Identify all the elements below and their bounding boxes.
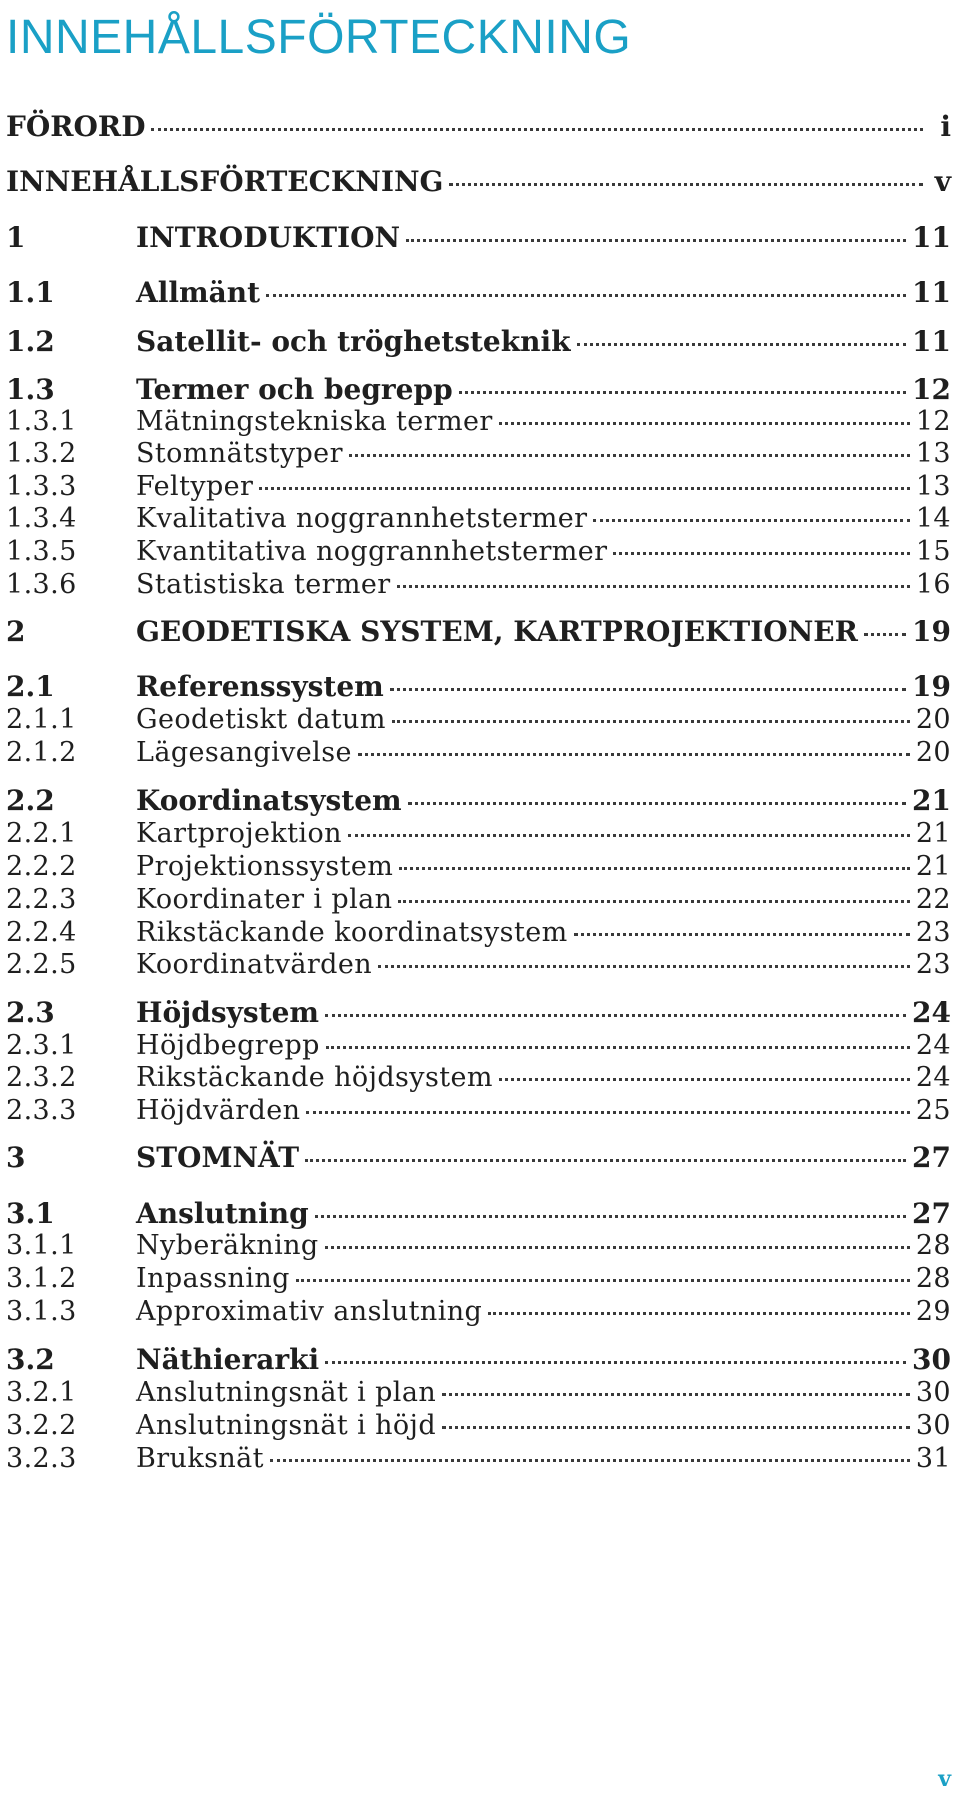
- toc-entry-number: 2.1.2: [6, 737, 77, 768]
- toc-entry-number: 2.3.3: [6, 1095, 77, 1126]
- dot-leader: [442, 1426, 910, 1429]
- toc-entry-number: 1.3: [6, 373, 55, 406]
- toc-entry-number: 3.2.2: [6, 1410, 77, 1441]
- toc-entry-title: Anslutningsnät i plan: [136, 1377, 437, 1408]
- toc-entry-page: 23: [915, 949, 951, 980]
- dot-leader: [390, 688, 906, 691]
- toc-entry[interactable]: [6, 165, 951, 198]
- toc-entry-page: 25: [915, 1095, 951, 1126]
- toc-entry-page: 13: [915, 471, 951, 502]
- toc-entry[interactable]: [6, 951, 951, 978]
- toc-entry-number: 1.2: [6, 325, 55, 358]
- page-number: v: [938, 1766, 951, 1792]
- toc-entry-number: 1.3.2: [6, 438, 77, 469]
- toc-entry-number: 2.1.1: [6, 704, 77, 735]
- dot-leader: [499, 422, 910, 425]
- toc-entry[interactable]: [6, 276, 951, 309]
- toc-entry-page: 13: [915, 438, 951, 469]
- toc-entry-page: 22: [915, 884, 951, 915]
- toc-entry-number: 2.3.2: [6, 1062, 77, 1093]
- toc-entry-title: Anslutning: [136, 1197, 309, 1230]
- toc-entry-number: 2.2.4: [6, 917, 77, 948]
- dot-leader: [574, 933, 910, 936]
- dot-leader: [449, 183, 923, 186]
- toc-entry[interactable]: [6, 1298, 951, 1325]
- toc-entry[interactable]: [6, 373, 951, 406]
- toc-entry-number: 2.2.1: [6, 818, 77, 849]
- toc-entry-page: 19: [912, 670, 951, 703]
- toc-entry-title: Inpassning: [136, 1263, 290, 1294]
- toc-entry[interactable]: [6, 1064, 951, 1091]
- toc-entry-title: Allmänt: [136, 276, 261, 309]
- toc-entry[interactable]: [6, 820, 951, 847]
- toc-entry-title: Lägesangivelse: [136, 737, 352, 768]
- toc-entry-title: Koordinatsystem: [136, 784, 402, 817]
- toc-entry[interactable]: [6, 538, 951, 565]
- toc-entry[interactable]: [6, 996, 951, 1029]
- toc-entry-number: 3.1.1: [6, 1230, 77, 1261]
- toc-entry[interactable]: [6, 408, 951, 435]
- toc-entry-number: 2.3: [6, 996, 55, 1029]
- toc-entry-title: Feltyper: [136, 471, 254, 502]
- dot-leader: [442, 1393, 910, 1396]
- toc-entry[interactable]: [6, 1379, 951, 1406]
- toc-entry[interactable]: [6, 1445, 951, 1472]
- toc-entry-title: Geodetiskt datum: [136, 704, 386, 735]
- dot-leader: [151, 128, 923, 131]
- toc-entry-title: INTRODUKTION: [136, 221, 401, 254]
- toc-entry-page: 21: [912, 784, 951, 817]
- dot-leader: [325, 1014, 906, 1017]
- toc-entry[interactable]: [6, 440, 951, 467]
- toc-entry-page: 28: [915, 1263, 951, 1294]
- toc-entry-title: Nyberäkning: [136, 1230, 319, 1261]
- toc-entry-page: 31: [915, 1443, 951, 1474]
- toc-entry-page: 20: [915, 737, 951, 768]
- toc-entry-page: 27: [912, 1141, 951, 1174]
- toc-entry-number: 2.2.2: [6, 851, 77, 882]
- toc-entry[interactable]: [6, 1032, 951, 1059]
- toc-entry-number: 1: [6, 221, 26, 254]
- toc-entry-page: 11: [912, 325, 951, 358]
- toc-entry-number: 3.2.3: [6, 1443, 77, 1474]
- toc-entry-number: 1.3.3: [6, 471, 77, 502]
- toc-entry-title: Koordinatvärden: [136, 949, 373, 980]
- toc-entry-title: Höjdsystem: [136, 996, 320, 1029]
- toc-entry-number: 1.3.6: [6, 569, 77, 600]
- dot-leader: [459, 391, 906, 394]
- dot-leader: [593, 519, 909, 522]
- page-title: INNEHÅLLSFÖRTECKNING: [6, 11, 632, 64]
- toc-entry-title: Höjdvärden: [136, 1095, 301, 1126]
- toc-entry[interactable]: [6, 1412, 951, 1439]
- toc-entry-title: Projektionssystem: [136, 851, 394, 882]
- dot-leader: [349, 454, 910, 457]
- toc-entry-number: 2.2.5: [6, 949, 77, 980]
- toc-entry-title: GEODETISKA SYSTEM, KARTPROJEKTIONER: [136, 615, 858, 648]
- dot-leader: [266, 294, 906, 297]
- toc-entry[interactable]: [6, 221, 951, 254]
- toc-entry-page: 21: [915, 818, 951, 849]
- toc-entry-page: 21: [915, 851, 951, 882]
- dot-leader: [613, 552, 909, 555]
- dot-leader: [315, 1215, 906, 1218]
- toc-entry[interactable]: [6, 919, 951, 946]
- toc-entry[interactable]: [6, 1232, 951, 1259]
- toc-entry-title: Stomnätstyper: [136, 438, 343, 469]
- toc-entry-page: 14: [915, 503, 951, 534]
- toc-entry-number: 1.3.1: [6, 406, 77, 437]
- toc-entry-number: 1.1: [6, 276, 55, 309]
- toc-entry[interactable]: [6, 706, 951, 733]
- dot-leader: [270, 1459, 910, 1462]
- toc-entry-title: Höjdbegrepp: [136, 1030, 320, 1061]
- toc-entry-title: Rikstäckande koordinatsystem: [136, 917, 568, 948]
- dot-leader: [406, 239, 906, 242]
- toc-entry[interactable]: [6, 571, 951, 598]
- dot-leader: [259, 487, 909, 490]
- toc-entry-number: 2.2: [6, 784, 55, 817]
- toc-entry-page: 24: [915, 1062, 951, 1093]
- toc-entry-number: 2.3.1: [6, 1030, 77, 1061]
- toc-entry[interactable]: [6, 615, 951, 648]
- toc-entry[interactable]: [6, 784, 951, 817]
- toc-entry[interactable]: [6, 1141, 951, 1174]
- toc-entry-page: 30: [915, 1410, 951, 1441]
- dot-leader: [325, 1361, 906, 1364]
- dot-leader: [488, 1312, 910, 1315]
- toc-entry-title: Bruksnät: [136, 1443, 264, 1474]
- toc-entry[interactable]: [6, 325, 951, 358]
- toc-entry-title: Statistiska termer: [136, 569, 391, 600]
- toc-entry-page: 24: [915, 1030, 951, 1061]
- dot-leader: [378, 965, 910, 968]
- toc-entry-number: 1.3.5: [6, 536, 77, 567]
- toc-entry[interactable]: [6, 853, 951, 880]
- toc-entry-number: 3: [6, 1141, 26, 1174]
- toc-entry-page: 12: [912, 373, 951, 406]
- toc-entry-title: Näthierarki: [136, 1343, 320, 1376]
- toc-entry-page: 20: [915, 704, 951, 735]
- toc-entry[interactable]: [6, 739, 951, 766]
- toc-entry[interactable]: [6, 1097, 951, 1124]
- toc-entry[interactable]: [6, 1265, 951, 1292]
- toc-entry[interactable]: [6, 670, 951, 703]
- toc-entry-page: 16: [915, 569, 951, 600]
- dot-leader: [305, 1159, 906, 1162]
- toc-entry[interactable]: [6, 886, 951, 913]
- dot-leader: [325, 1246, 910, 1249]
- dot-leader: [348, 834, 910, 837]
- toc-entry-title: INNEHÅLLSFÖRTECKNING: [6, 165, 444, 198]
- toc-entry[interactable]: [6, 505, 951, 532]
- toc-entry-page: 12: [915, 406, 951, 437]
- toc-entry-page: 30: [912, 1343, 951, 1376]
- toc-entry-number: 3.2.1: [6, 1377, 77, 1408]
- toc-entry-number: 3.1.3: [6, 1296, 77, 1327]
- toc-entry-title: Referenssystem: [136, 670, 384, 703]
- toc-entry-page: 11: [912, 276, 951, 309]
- dot-leader: [392, 720, 910, 723]
- toc-entry-number: 1.3.4: [6, 503, 77, 534]
- toc-entry[interactable]: [6, 1343, 951, 1376]
- toc-entry-number: 3.2: [6, 1343, 55, 1376]
- dot-leader: [399, 867, 910, 870]
- toc-entry-page: v: [934, 165, 951, 198]
- toc-entry-title: Termer och begrepp: [136, 373, 453, 406]
- dot-leader: [326, 1046, 910, 1049]
- dot-leader: [864, 633, 906, 636]
- toc-entry-page: 15: [915, 536, 951, 567]
- toc-entry[interactable]: [6, 110, 951, 143]
- toc-entry-page: 24: [912, 996, 951, 1029]
- toc-entry-number: 3.1.2: [6, 1263, 77, 1294]
- toc-entry-number: 2: [6, 615, 26, 648]
- dot-leader: [398, 900, 909, 903]
- toc-entry-title: Kvantitativa noggrannhetstermer: [136, 536, 608, 567]
- toc-entry-page: 28: [915, 1230, 951, 1261]
- toc-entry-page: 11: [912, 221, 951, 254]
- toc-entry-title: Rikstäckande höjdsystem: [136, 1062, 493, 1093]
- dot-leader: [306, 1111, 909, 1114]
- toc-entry-number: 2.2.3: [6, 884, 77, 915]
- toc-entry-number: 3.1: [6, 1197, 55, 1230]
- toc-entry-title: FÖRORD: [6, 110, 146, 143]
- toc-entry-page: 30: [915, 1377, 951, 1408]
- toc-entry[interactable]: [6, 473, 951, 500]
- toc-entry-title: STOMNÄT: [136, 1141, 300, 1174]
- toc-entry-title: Anslutningsnät i höjd: [136, 1410, 437, 1441]
- toc-entry[interactable]: [6, 1197, 951, 1230]
- toc-entry-title: Mätningstekniska termer: [136, 406, 493, 437]
- toc-entry-page: 23: [915, 917, 951, 948]
- dot-leader: [358, 753, 910, 756]
- toc-entry-page: 29: [915, 1296, 951, 1327]
- toc-entry-title: Kartprojektion: [136, 818, 342, 849]
- toc-entry-title: Approximativ anslutning: [136, 1296, 483, 1327]
- toc-entry-title: Kvalitativa noggrannhetstermer: [136, 503, 588, 534]
- dot-leader: [397, 585, 910, 588]
- dot-leader: [499, 1078, 910, 1081]
- toc-entry-page: 27: [912, 1197, 951, 1230]
- toc-entry-number: 2.1: [6, 670, 55, 703]
- toc-entry-page: 19: [912, 615, 951, 648]
- toc-entry-page: i: [940, 110, 951, 143]
- toc-entry-title: Koordinater i plan: [136, 884, 393, 915]
- toc-entry-title: Satellit- och tröghetsteknik: [136, 325, 571, 358]
- dot-leader: [577, 343, 907, 346]
- dot-leader: [408, 802, 906, 805]
- dot-leader: [296, 1279, 910, 1282]
